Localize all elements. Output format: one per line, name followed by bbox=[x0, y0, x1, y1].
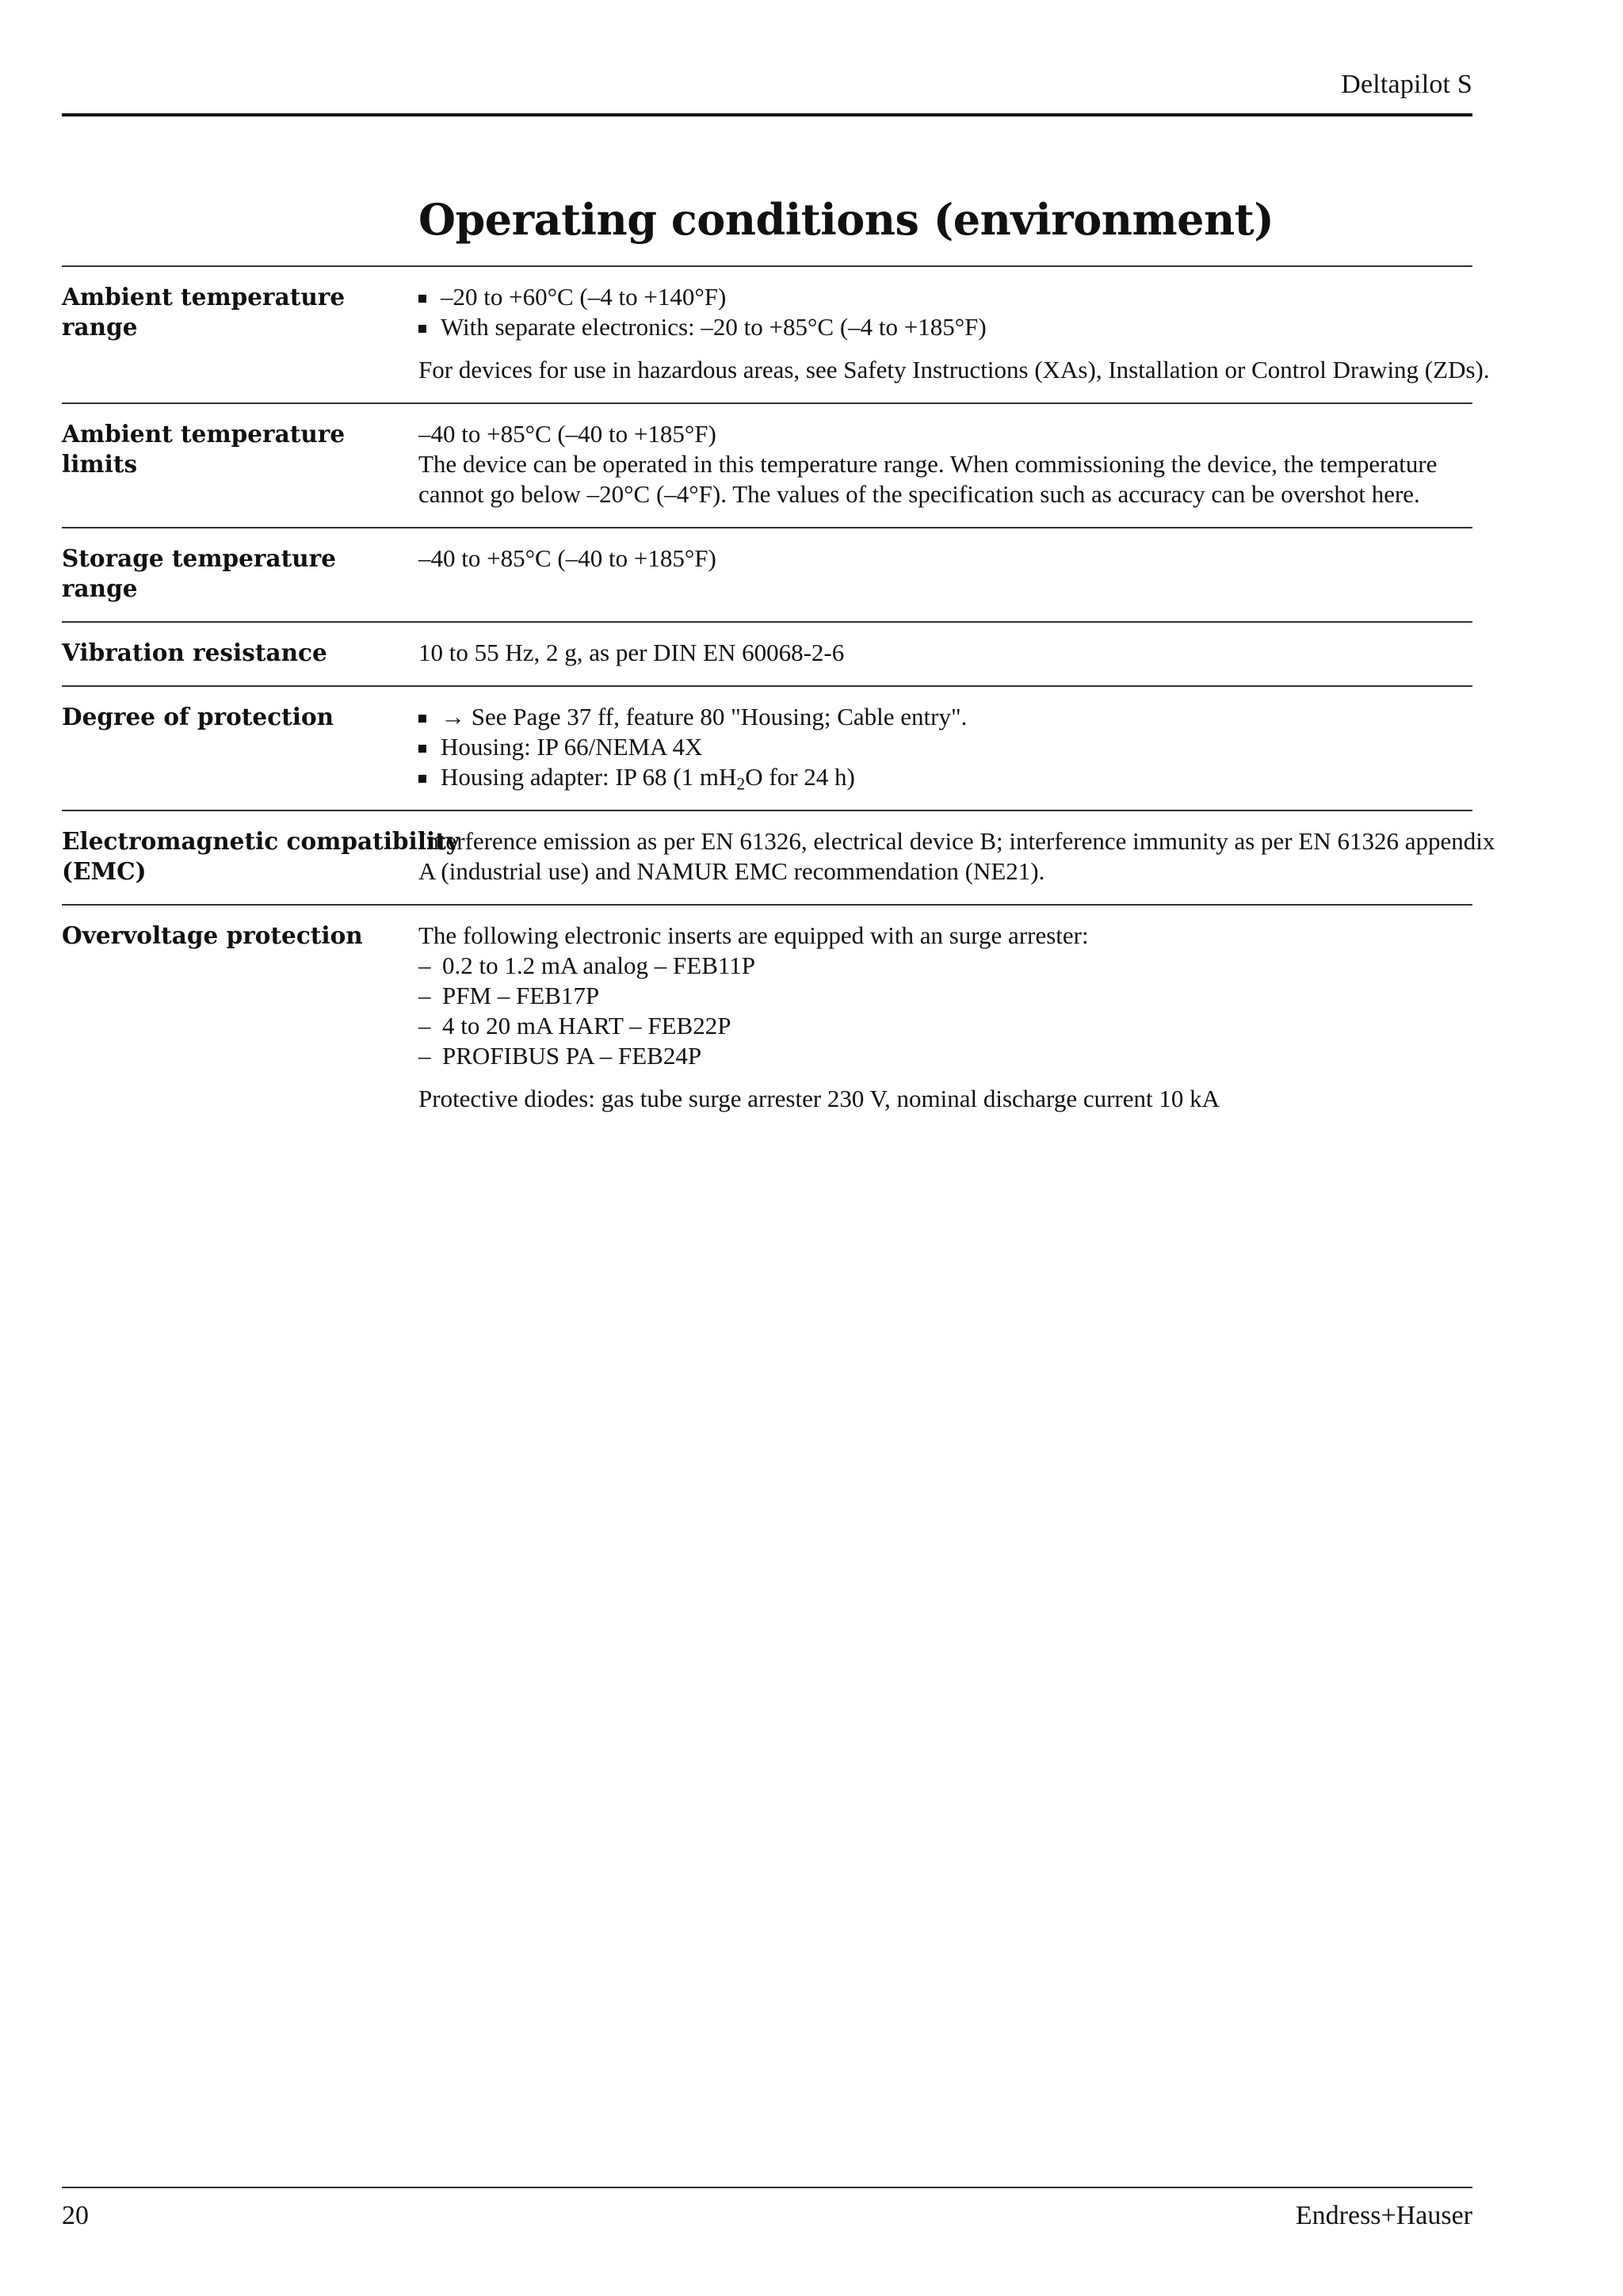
document-header-title: Deltapilot S bbox=[1341, 70, 1472, 99]
footer-rule bbox=[62, 2187, 1472, 2188]
list-item-text: 0.2 to 1.2 mA analog – FEB11P bbox=[442, 952, 755, 979]
spec-row-overvoltage-protection bbox=[62, 904, 1472, 1131]
spec-label: Ambient temperature range bbox=[62, 283, 346, 341]
spec-text-line: cannot go below –20°C (–4°F). The values of the specification such as accuracy can be overshot here. bbox=[418, 480, 1420, 508]
spec-content bbox=[418, 419, 1472, 509]
list-item bbox=[418, 702, 1472, 732]
spec-text-line: –40 to +85°C (–40 to +185°F) bbox=[418, 420, 716, 448]
dash-bullet: – bbox=[418, 1012, 431, 1039]
list-item bbox=[418, 312, 1490, 342]
spec-text-line: Interference emission as per EN 61326, electrical device B; interference immunity as per EN 61326 appendix bbox=[418, 827, 1495, 855]
square-bullet-icon bbox=[418, 295, 426, 303]
list-item-text: With separate electronics: –20 to +85°C (–4 to +185°F) bbox=[441, 313, 987, 341]
spec-text-line: The following electronic inserts are equipped with an surge arrester: bbox=[418, 921, 1089, 949]
dash-bullet: – bbox=[418, 1042, 431, 1070]
spec-label: Ambient temperature limits bbox=[62, 420, 346, 478]
list-item bbox=[418, 732, 1472, 762]
list-item bbox=[418, 1011, 1472, 1041]
page-number: 20 bbox=[62, 2201, 89, 2230]
list-item bbox=[418, 762, 1472, 792]
dash-bullet: – bbox=[418, 952, 431, 979]
square-bullet-icon bbox=[418, 775, 426, 783]
spec-label: Degree of protection bbox=[62, 703, 334, 730]
square-bullet-icon bbox=[418, 745, 426, 753]
spec-content bbox=[418, 638, 1472, 668]
list-item-text: → See Page 37 ff, feature 80 "Housing; Cable entry". bbox=[441, 703, 968, 730]
list-item bbox=[418, 1041, 1472, 1071]
list-item bbox=[418, 282, 1490, 312]
list-item-text: 4 to 20 mA HART – FEB22P bbox=[442, 1012, 731, 1039]
spec-text-line: The device can be operated in this temperature range. When commissioning the device, the temperature bbox=[418, 450, 1438, 478]
list-item-text: PFM – FEB17P bbox=[442, 982, 600, 1009]
spec-row-ambient-temperature-limits bbox=[62, 402, 1472, 527]
section-title: Operating conditions (environment) bbox=[418, 194, 1274, 245]
spec-row-storage-temperature-range bbox=[62, 527, 1472, 621]
spec-text-line: –40 to +85°C (–40 to +185°F) bbox=[418, 544, 716, 572]
square-bullet-icon bbox=[418, 325, 426, 333]
spec-label: Vibration resistance bbox=[62, 639, 327, 666]
spec-content bbox=[418, 702, 1472, 792]
spec-content bbox=[418, 826, 1495, 887]
specification-table bbox=[62, 265, 1495, 1131]
list-item-text: Housing: IP 66/NEMA 4X bbox=[441, 733, 703, 761]
list-item-text: Housing adapter: IP 68 (1 $mH_2O$ for 24 h) bbox=[441, 763, 855, 794]
spec-label: Electromagnetic compatibility (EMC) bbox=[62, 827, 460, 885]
spec-row-electromagnetic-compatibility bbox=[62, 810, 1495, 904]
spec-text-line: A (industrial use) and NAMUR EMC recommendation (NE21). bbox=[418, 857, 1045, 885]
spec-content bbox=[418, 921, 1472, 1114]
list-item bbox=[418, 951, 1472, 981]
hazardous-areas-note: For devices for use in hazardous areas, see Safety Instructions (XAs), Installation or Control Drawing (ZDs). bbox=[418, 356, 1490, 383]
spec-row-degree-of-protection bbox=[62, 685, 1472, 810]
protective-diodes-note: Protective diodes: gas tube surge arrester 230 V, nominal discharge current 10 kA bbox=[418, 1085, 1220, 1112]
spec-label: Storage temperature range bbox=[62, 544, 336, 602]
spec-content bbox=[418, 282, 1490, 385]
dash-bullet: – bbox=[418, 982, 431, 1009]
spec-text-line: 10 to 55 Hz, 2 g, as per DIN EN 60068-2-6 bbox=[418, 639, 845, 666]
header-rule bbox=[62, 113, 1472, 116]
spec-content bbox=[418, 543, 1472, 604]
spec-row-ambient-temperature-range bbox=[62, 265, 1490, 402]
list-item-text: PROFIBUS PA – FEB24P bbox=[442, 1042, 702, 1070]
square-bullet-icon bbox=[418, 715, 426, 723]
spec-row-vibration-resistance bbox=[62, 621, 1472, 685]
list-item-text: –20 to +60°C (–4 to +140°F) bbox=[441, 283, 727, 311]
list-item bbox=[418, 981, 1472, 1011]
brand-name: Endress+Hauser bbox=[1295, 2201, 1472, 2230]
spec-label: Overvoltage protection bbox=[62, 921, 363, 949]
